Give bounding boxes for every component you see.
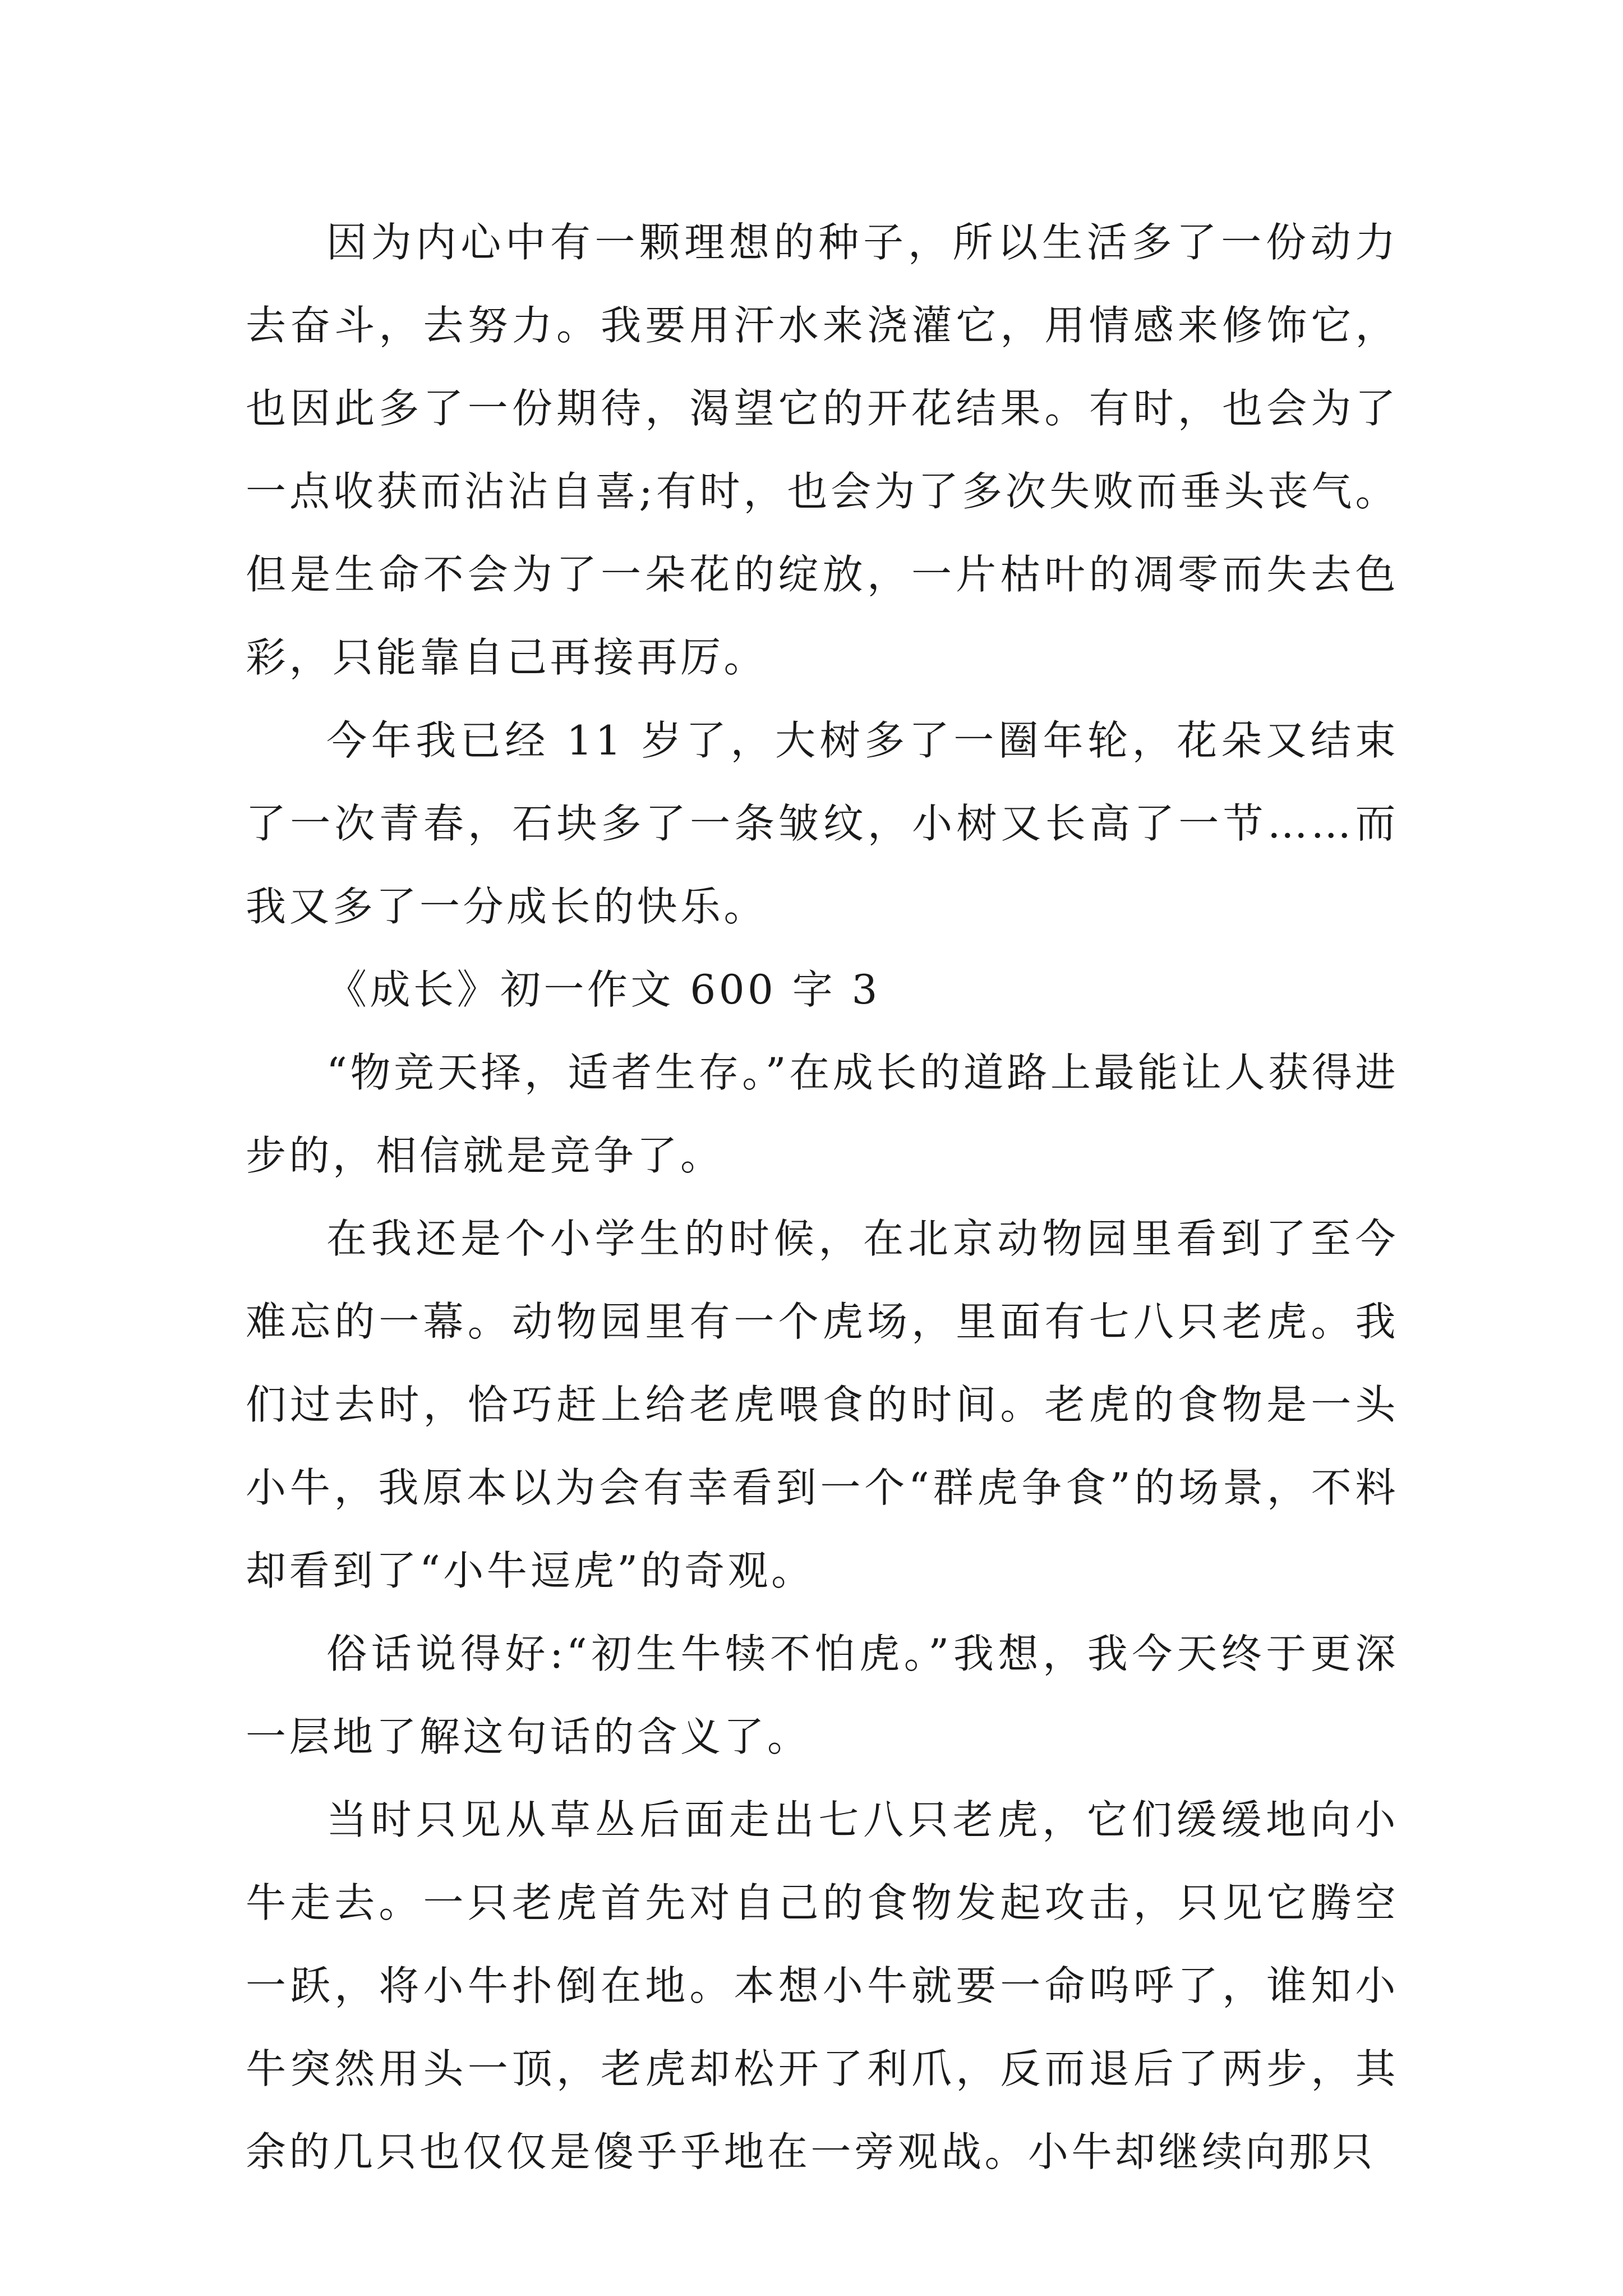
- essay-title: 《成长》初一作文 600 字 3: [326, 966, 880, 1013]
- paragraph-tigers-approach: 当时只见从草丛后面走出七八只老虎，它们缓缓地向小牛走去。一只老虎首先对自己的食物发起攻击，只见它腾空一跃，将小牛扑倒在地。本想小牛就要一命呜呼了，谁知小牛突然用头一顶，老虎却松开了利爪，反而退后了两步，其余的几只也仅仅是傻乎乎地在一旁观战。小牛却继续向那只: [246, 1796, 1399, 2175]
- paragraph-age-eleven: 今年我已经 11 岁了，大树多了一圈年轮，花朵又结束了一次青春，石块多了一条皱纹，小树又长高了一节……而我又多了一分成长的快乐。: [246, 717, 1399, 930]
- paragraph-ideal-seed: 因为内心中有一颗理想的种子，所以生活多了一份动力去奋斗，去努力。我要用汗水来浇灌它，用情感来修饰它，也因此多了一份期待，渴望它的开花结果。有时，也会为了一点收获而沾沾自喜;有时，也会为了多次失败而垂头丧气。但是生命不会为了一朵花的绽放，一片枯叶的凋零而失去色彩，只能靠自己再接再厉。: [246, 219, 1399, 681]
- paragraph-competition: “物竞天择，适者生存。”在成长的道路上最能让人获得进步的，相信就是竞争了。: [246, 1049, 1399, 1179]
- paragraph-zoo-memory: 在我还是个小学生的时候，在北京动物园里看到了至今难忘的一幕。动物园里有一个虎场，里面有七八只老虎。我们过去时，恰巧赶上给老虎喂食的时间。老虎的食物是一头小牛，我原本以为会有幸看到一个“群虎争食”的场景，不料却看到了“小牛逗虎”的奇观。: [246, 1215, 1399, 1594]
- paragraph-proverb: 俗话说得好:“初生牛犊不怕虎。”我想，我今天终于更深一层地了解这句话的含义了。: [246, 1630, 1399, 1760]
- document-body: [246, 201, 1399, 2193]
